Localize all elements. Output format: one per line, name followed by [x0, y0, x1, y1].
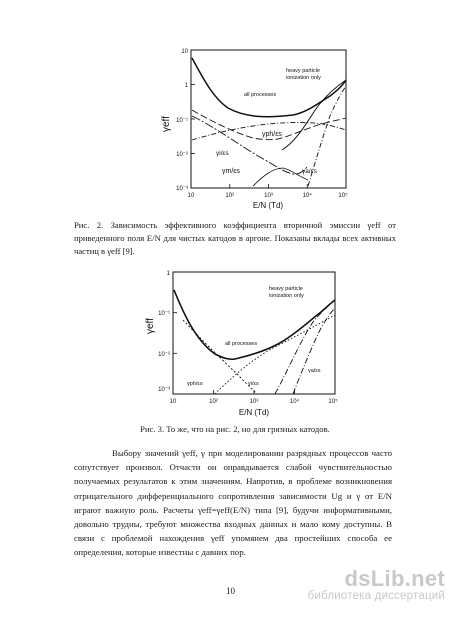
- fig2-xlabel: E/N (Td): [252, 201, 284, 210]
- fig3-ytick-2: 10⁻²: [158, 352, 170, 358]
- fig2-ytick-2: 10⁻¹: [176, 118, 188, 124]
- fig2-annotation-gph: γph/εs: [262, 131, 282, 138]
- fig3-ytick-0: 1: [166, 271, 170, 277]
- figure-2-caption: Рис. 2. Зависимость эффективного коэффициента вторичной эмиссии γeff от приведенного поля E/N для чистых катодов в аргоне. Показаны вклады всех активных частиц в γeff [9].: [74, 220, 396, 256]
- fig3-annotation-gph: γph/εs: [187, 381, 203, 387]
- fig2-xtick-0: 10: [187, 193, 195, 199]
- fig2-annotation-ga: γa/εs: [302, 168, 317, 175]
- fig2-xtick-1: 10²: [225, 193, 235, 199]
- fig3-gamma-i-curve: [215, 315, 335, 394]
- watermark: [280, 566, 445, 602]
- fig3-annotation-gi: γi/εs: [248, 381, 259, 387]
- fig3-annotation-ga: γa/εs: [308, 368, 321, 374]
- fig2-ylabel: γeff: [161, 116, 172, 132]
- fig3-xlabel: E/N (Td): [238, 408, 270, 417]
- fig2-annotation-gm: γm/εs: [222, 168, 240, 175]
- watermark-subtitle: библиотека диссертаций: [307, 590, 445, 602]
- body-paragraph: Выбору значений γeff, γ при моделировании разрядных процессов часто сопутствует произвол. Отчасти он оправдывается слабой чувствительностью получаемых результатов к этим значениям. Напротив, в проблеме возникновения отрицательного дифференциального сопротивления зависимости Ug и γ от E/N играют важную роль. Расчеты γeff=γeff(E/N) типа [9], будучи информативными, довольно трудны, требуют множества входных данных и мало кому доступны. В связи с проблемой нахождения γeff упомянем два простейших способа ее определения, которые известны с давних пор.: [74, 448, 392, 558]
- figure-3: [143, 260, 355, 418]
- fig2-ytick-4: 10⁻³: [176, 186, 188, 192]
- fig2-ytick-1: 1: [184, 83, 188, 89]
- fig2-xtick-2: 10³: [264, 193, 273, 199]
- fig2-ytick-3: 10⁻²: [176, 152, 188, 158]
- fig2-ytick-0: 10: [181, 49, 188, 55]
- fig3-xtick-1: 10²: [209, 399, 218, 405]
- fig2-annotation-heavy-2: ionization only: [286, 75, 321, 81]
- fig3-ylabel: γeff: [145, 318, 156, 334]
- fig2-xtick-4: 10⁵: [338, 193, 348, 199]
- fig3-xtick-4: 10⁵: [328, 399, 338, 405]
- fig3-xtick-3: 10⁴: [289, 399, 300, 405]
- fig2-plot-frame: [191, 50, 346, 188]
- fig3-annotation-heavy-1: heavy particle: [269, 286, 303, 292]
- fig3-heavy-particle-curve: [275, 300, 335, 394]
- watermark-logo: dsLib.net: [344, 566, 445, 591]
- fig3-annotation-heavy-2: ionization only: [269, 293, 304, 299]
- fig2-gamma-m-curve: [192, 116, 308, 174]
- fig3-ytick-1: 10⁻¹: [158, 311, 170, 317]
- fig3-ytick-3: 10⁻³: [158, 387, 170, 393]
- fig2-x-axis: [191, 184, 346, 188]
- fig3-x-axis: [173, 390, 335, 394]
- fig2-annotation-heavy-1: heavy particle: [286, 68, 320, 74]
- fig3-plot-frame: [173, 272, 335, 394]
- fig2-y-axis: [191, 50, 195, 188]
- fig2-all-processes-curve: [192, 58, 346, 117]
- figure-2: [158, 40, 358, 212]
- fig3-xtick-0: 10: [169, 399, 177, 405]
- figure-3-caption: Рис. 3. То же, что на рис. 2, но для грязных катодов.: [140, 424, 330, 434]
- fig2-annotation-gi: γi/εs: [216, 150, 229, 157]
- fig2-gamma-m-tail: [253, 168, 308, 186]
- fig2-annotation-all: all processes: [244, 92, 277, 98]
- fig3-annotation-all: all processes: [225, 341, 258, 347]
- fig2-xtick-3: 10⁴: [302, 193, 312, 199]
- page-number: 10: [226, 586, 235, 596]
- fig3-xtick-2: 10³: [249, 399, 259, 405]
